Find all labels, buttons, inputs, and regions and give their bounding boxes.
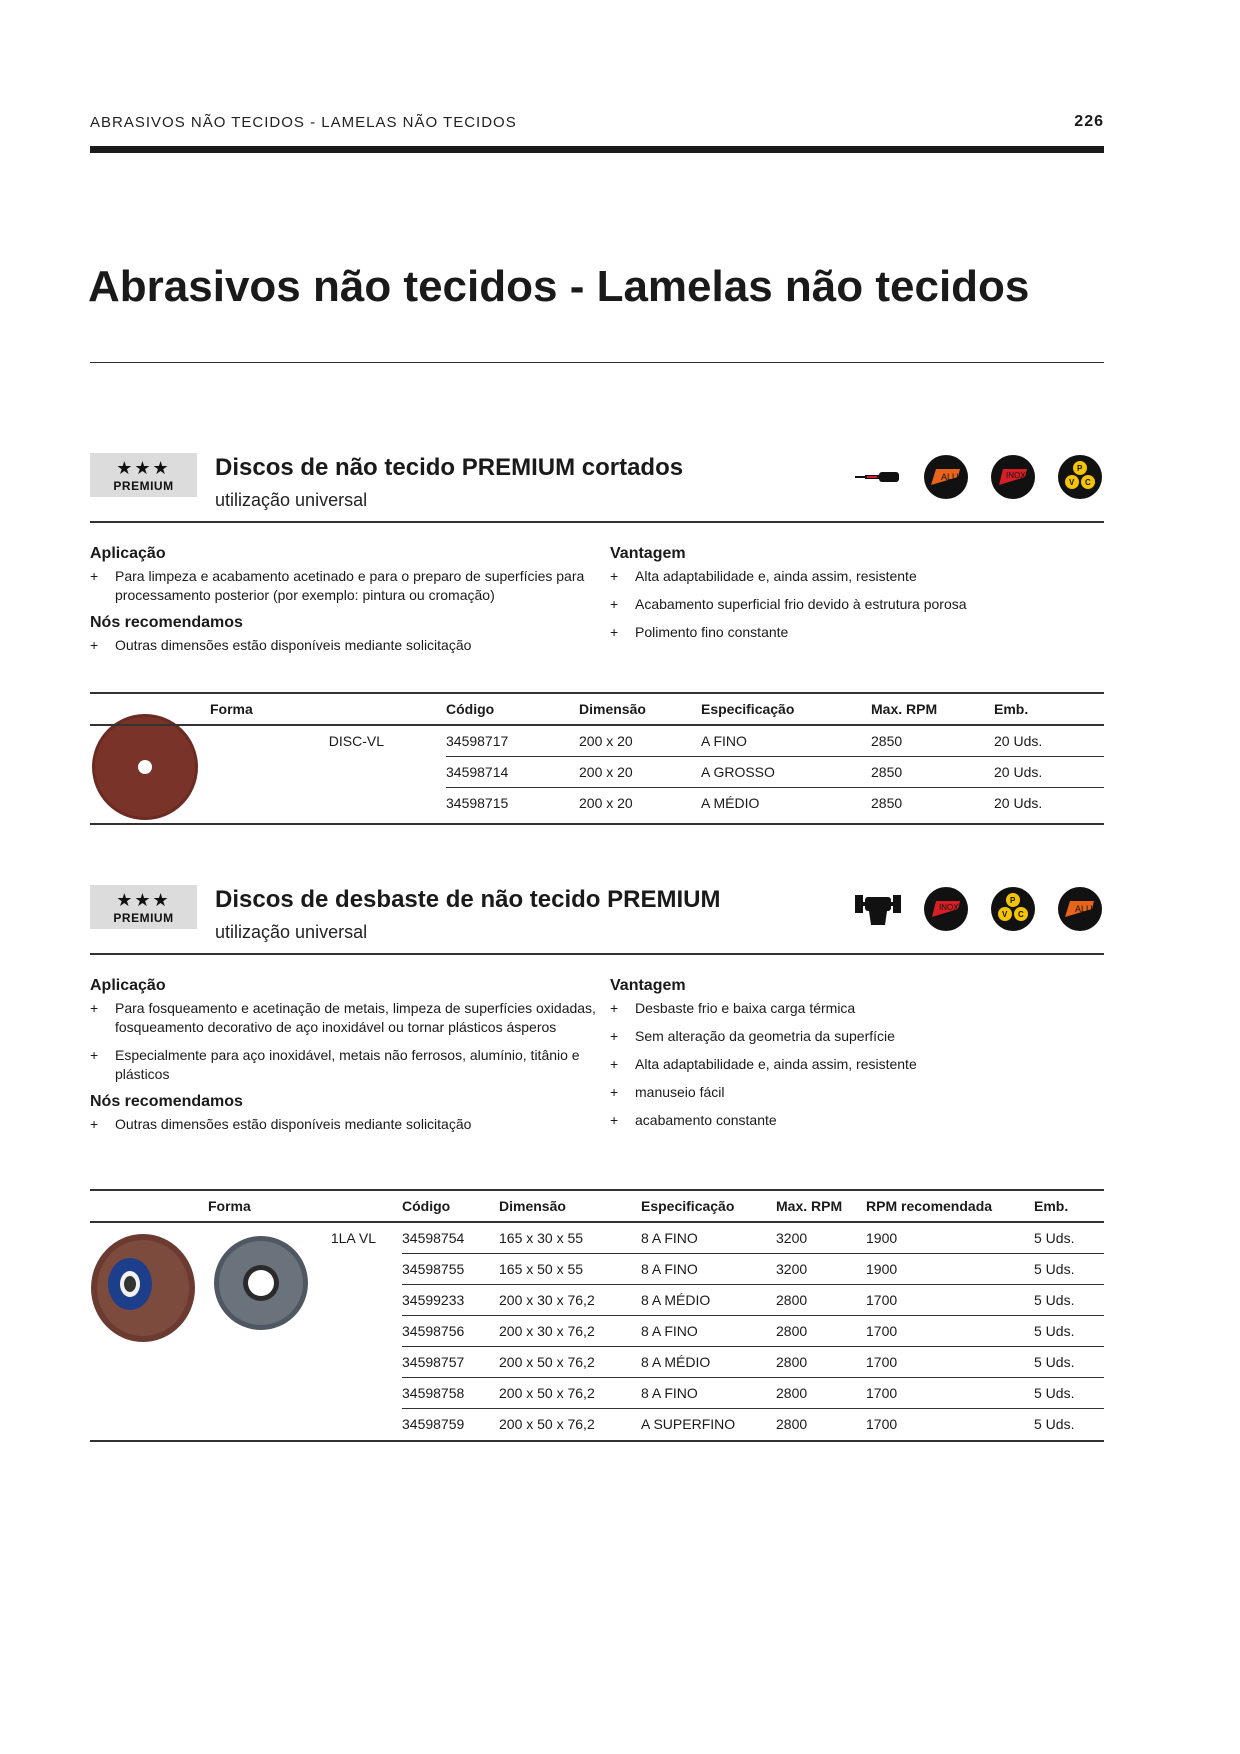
max-rpm-cell: 2800 [776,1416,808,1432]
dimensao-cell: 200 x 50 x 76,2 [499,1378,641,1409]
col-especificacao: Especificação [701,694,871,725]
max-rpm-cell: 2850 [871,725,994,757]
especificacao-cell: A MÉDIO [701,795,760,811]
col-dimensao: Dimensão [499,1191,641,1222]
table-row [90,1222,1104,1254]
emb-cell: 5 Uds. [1034,1254,1104,1285]
emb-cell: 5 Uds. [1034,1285,1104,1316]
emb-cell: 5 Uds. [1034,1222,1104,1254]
list-item: + Sem alteração da geometria da superfície [610,1027,1090,1046]
section-icons [855,887,1102,931]
alu-icon [1058,887,1102,931]
col-especificacao: Especificação [641,1191,776,1222]
rpm-recomendada-cell: 1700 [866,1416,898,1432]
emb-cell: 20 Uds. [994,757,1104,788]
dimensao-cell: 200 x 20 [579,725,701,757]
dimensao-cell: 200 x 50 x 76,2 [499,1347,641,1378]
vantagem-block [610,545,1090,651]
list-item: + Especialmente para aço inoxidável, metais não ferrosos, alumínio, titânio e plásticos [90,1046,600,1084]
col-rpm-recomendada: RPM recomendada [866,1191,1034,1222]
vantagem-list [610,567,1090,642]
codigo-cell: 34598756 [402,1316,499,1347]
col-forma: Forma [208,1191,402,1222]
section-divider [90,953,1104,955]
pvc-v-label: V [1069,478,1075,487]
dimensao-cell: 165 x 50 x 55 [499,1254,641,1285]
pvc-c-label: C [1085,478,1091,487]
emb-cell: 5 Uds. [1034,1416,1075,1432]
table-row [90,1347,1104,1378]
rpm-recomendada-cell: 1700 [866,1316,1034,1347]
list-item: + Outras dimensões estão disponíveis mediante solicitação [90,1115,600,1134]
list-item: + Alta adaptabilidade e, ainda assim, resistente [610,1055,1090,1074]
codigo-cell: 34598757 [402,1347,499,1378]
dimensao-cell: 200 x 30 x 76,2 [499,1316,641,1347]
table-row [90,1285,1104,1316]
dimensao-cell: 200 x 20 [579,757,701,788]
list-item: + Para limpeza e acabamento acetinado e para o preparo de superfícies para processamento posterior (por exemplo: pintura ou cromação) [90,567,590,605]
table-bottom-rule [90,823,1104,825]
stars-icon: ★★★ [116,890,171,910]
table-row [90,757,1104,788]
codigo-cell: 34598714 [446,757,579,788]
tool-pencil-grinder-icon [855,467,901,487]
max-rpm-cell: 2800 [776,1347,866,1378]
col-emb: Emb. [1034,1191,1104,1222]
list-item: + Desbaste frio e baixa carga térmica [610,999,1090,1018]
title-divider [90,362,1104,363]
aplicacao-block [90,977,600,1143]
alu-icon [924,455,968,499]
aplicacao-list [90,567,590,605]
bench-grinder-icon [855,889,901,929]
codigo-cell: 34598754 [402,1222,499,1254]
vantagem-heading: Vantagem [610,545,686,562]
forma-cell: 1LA VL [330,1230,376,1247]
vantagem-list [610,999,1090,1130]
especificacao-cell: 8 A MÉDIO [641,1285,776,1316]
section-subtitle: utilização universal [215,922,368,942]
col-emb: Emb. [994,694,1104,725]
col-forma: Forma [210,694,446,725]
stars-icon: ★★★ [116,458,171,478]
inox-icon [991,455,1035,499]
list-item: + Acabamento superficial frio devido à estrutura porosa [610,595,1090,614]
table-row [90,1378,1104,1409]
table-row [90,1316,1104,1347]
inox-label: INOX [1006,471,1026,480]
emb-cell: 5 Uds. [1034,1316,1104,1347]
rpm-recomendada-cell: 1700 [866,1378,1034,1409]
product-table [90,1191,1104,1439]
max-rpm-cell: 2850 [871,757,994,788]
list-item: + acabamento constante [610,1111,1090,1130]
dimensao-cell: 200 x 20 [579,795,633,811]
especificacao-cell: 8 A FINO [641,1316,776,1347]
aplicacao-block [90,545,590,664]
section-title: Discos de desbaste de não tecido PREMIUM [215,886,721,913]
premium-badge [90,885,197,929]
emb-cell: 20 Uds. [994,725,1104,757]
aplicacao-heading: Aplicação [90,545,166,562]
vantagem-heading: Vantagem [610,977,686,994]
forma-cell: DISC-VL [328,733,384,750]
emb-cell: 5 Uds. [1034,1347,1104,1378]
list-item: + Para fosqueamento e acetinação de metais, limpeza de superfícies oxidadas, fosqueamento decorativo de aço inoxidável ou tornar plásticos ásperos [90,999,600,1037]
page-title: Abrasivos não tecidos - Lamelas não tecidos [88,262,1030,311]
especificacao-cell: A SUPERFINO [641,1416,736,1432]
max-rpm-cell: 2850 [871,795,903,811]
recomendamos-list [90,636,590,655]
max-rpm-cell: 2800 [776,1378,866,1409]
aplicacao-heading: Aplicação [90,977,166,994]
section-title: Discos de não tecido PREMIUM cortados [215,454,684,481]
dimensao-cell: 165 x 30 x 55 [499,1222,641,1254]
table-row [90,1254,1104,1285]
max-rpm-cell: 3200 [776,1222,866,1254]
emb-cell: 5 Uds. [1034,1378,1104,1409]
col-codigo: Código [446,694,579,725]
dimensao-cell: 200 x 50 x 76,2 [499,1416,595,1432]
list-item: + Alta adaptabilidade e, ainda assim, resistente [610,567,1090,586]
col-dimensao: Dimensão [579,694,701,725]
especificacao-cell: 8 A MÉDIO [641,1347,776,1378]
pvc-v-label: V [1002,910,1008,919]
section-subtitle: utilização universal [215,490,368,510]
codigo-cell: 34599233 [402,1285,499,1316]
pvc-c-label: C [1018,910,1024,919]
especificacao-cell: 8 A FINO [641,1222,776,1254]
codigo-cell: 34598715 [446,795,509,811]
header-bar [90,146,1104,153]
pvc-p-label: P [1010,896,1016,905]
list-item: + manuseio fácil [610,1083,1090,1102]
table-row [90,1409,1104,1440]
especificacao-cell: A FINO [701,725,871,757]
max-rpm-cell: 2800 [776,1316,866,1347]
dimensao-cell: 200 x 30 x 76,2 [499,1285,641,1316]
recomendamos-heading: Nós recomendamos [90,614,243,631]
rpm-recomendada-cell: 1700 [866,1347,1034,1378]
recomendamos-heading: Nós recomendamos [90,1093,243,1110]
aplicacao-list [90,999,600,1084]
list-item: + Outras dimensões estão disponíveis mediante solicitação [90,636,590,655]
running-header: ABRASIVOS NÃO TECIDOS - LAMELAS NÃO TECIDOS [90,114,517,131]
col-max-rpm: Max. RPM [871,694,994,725]
col-max-rpm: Max. RPM [776,1191,866,1222]
badge-label: PREMIUM [113,911,174,925]
list-item: + Polimento fino constante [610,623,1090,642]
emb-cell: 20 Uds. [994,795,1043,811]
table-row [90,788,1104,819]
vantagem-block [610,977,1090,1139]
especificacao-cell: 8 A FINO [641,1254,776,1285]
recomendamos-list [90,1115,600,1134]
section-icons [855,455,1102,499]
inox-icon [924,887,968,931]
alu-label: ALU [941,472,959,482]
max-rpm-cell: 2800 [776,1285,866,1316]
col-codigo: Código [402,1191,499,1222]
section-divider [90,521,1104,523]
codigo-cell: 34598759 [402,1416,465,1432]
rpm-recomendada-cell: 1900 [866,1254,1034,1285]
table-bottom-rule [90,1440,1104,1442]
pvc-icon [991,887,1035,931]
alu-label: ALU [1075,904,1093,914]
codigo-cell: 34598758 [402,1378,499,1409]
table-row [90,725,1104,757]
rpm-recomendada-cell: 1700 [866,1285,1034,1316]
product-table [90,694,1104,818]
codigo-cell: 34598755 [402,1254,499,1285]
inox-label: INOX [939,903,959,912]
pvc-p-label: P [1077,464,1083,473]
especificacao-cell: A GROSSO [701,757,871,788]
especificacao-cell: 8 A FINO [641,1378,776,1409]
pvc-icon [1058,455,1102,499]
codigo-cell: 34598717 [446,725,579,757]
premium-badge [90,453,197,497]
page-number: 226 [1074,113,1104,130]
badge-label: PREMIUM [113,479,174,493]
max-rpm-cell: 3200 [776,1254,866,1285]
rpm-recomendada-cell: 1900 [866,1222,1034,1254]
